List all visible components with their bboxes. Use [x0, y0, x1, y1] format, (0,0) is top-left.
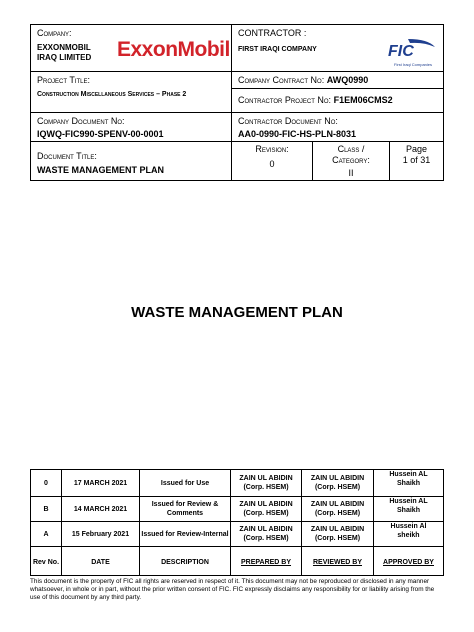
- revision-label: Revision:: [255, 144, 289, 154]
- contractor-doc-cell: [231, 112, 444, 142]
- company-doc-cell: [30, 112, 232, 142]
- table-row: A: [30, 521, 62, 547]
- project-title-cell: [30, 71, 232, 113]
- column-header-reviewed: REVIEWED BY: [301, 546, 374, 576]
- approved-surname: sheikh: [397, 532, 420, 539]
- reviewed-name: ZAIN UL ABIDIN: [310, 501, 365, 508]
- company-contract-cell: [231, 71, 444, 89]
- contractor-doc-no: AA0-0990-FIC-HS-PLN-8031: [238, 129, 357, 139]
- company-contract-no: AWQ0990: [326, 75, 369, 85]
- prepared-name: ZAIN UL ABIDIN: [239, 526, 293, 533]
- company-label: Company:: [37, 28, 72, 38]
- project-title-label: Project Title:: [37, 75, 91, 85]
- exxonmobil-logo: ExxonMobil: [117, 38, 230, 61]
- class-cell: [312, 141, 390, 181]
- column-header-date: DATE: [61, 546, 140, 576]
- table-row-approved: [373, 496, 444, 522]
- project-title: Construction Miscellaneous Services – Phase 2: [37, 91, 187, 98]
- prepared-role: (Corp. HSEM): [243, 535, 289, 542]
- contractor-cell: [231, 24, 444, 72]
- table-row-prepared: [230, 521, 302, 547]
- table-row-date: 17 MARCH 2021: [61, 469, 140, 497]
- prepared-role: (Corp. HSEM): [243, 484, 289, 491]
- company-cell: [30, 24, 232, 72]
- contractor-doc-label: Contractor Document No:: [238, 116, 338, 126]
- table-row-reviewed: [301, 469, 374, 497]
- fic-logo-text: FIC: [388, 43, 414, 60]
- page-value: 1 of 31: [402, 155, 431, 165]
- fic-logo-tagline: First Iraqi Companies: [394, 62, 433, 67]
- table-row-date: 15 February 2021: [61, 521, 140, 547]
- contractor-project-no: F1EM06CMS2: [333, 95, 393, 105]
- footer-disclaimer: This document is the property of FIC all rights are reserved in respect of it. This document may not be reproduced or disclosed in any manner whatsoever, in whole or in part, without the prior written consent of FIC. FIC expressly disclaims any responsibility for or liability arising from the use of this document by any third party.: [30, 578, 435, 601]
- class-label-1: Class /: [337, 144, 365, 154]
- reviewed-role: (Corp. HSEM): [314, 484, 361, 491]
- table-row-date: 14 MARCH 2021: [61, 496, 140, 522]
- table-row: B: [30, 496, 62, 522]
- column-header-rev: Rev No.: [30, 546, 62, 576]
- table-row-description: Issued for Review-Internal: [139, 521, 231, 547]
- contractor-project-label: Contractor Project No:: [238, 95, 332, 105]
- approved-surname: Shaikh: [397, 507, 420, 514]
- contractor-label: CONTRACTOR :: [238, 28, 307, 38]
- table-row-reviewed: [301, 521, 374, 547]
- column-header-approved: APPROVED BY: [373, 546, 444, 576]
- reviewed-role: (Corp. HSEM): [314, 535, 361, 542]
- table-row-approved: [373, 469, 444, 497]
- doc-title-cell: [30, 141, 232, 181]
- page-cell: [389, 141, 444, 181]
- company-contract-line: [238, 75, 368, 86]
- company-doc-label: Company Document No:: [37, 116, 125, 126]
- table-row: 0: [30, 469, 62, 497]
- description-line2: Comments: [166, 510, 204, 517]
- main-title: WASTE MANAGEMENT PLAN: [131, 304, 343, 321]
- approved-surname: Shaikh: [397, 480, 420, 487]
- column-header-prepared: PREPARED BY: [230, 546, 302, 576]
- doc-title-label: Document Title:: [37, 151, 97, 161]
- company-name-line1: EXXONMOBIL: [37, 43, 91, 52]
- table-row-prepared: [230, 496, 302, 522]
- reviewed-name: ZAIN UL ABIDIN: [310, 526, 365, 533]
- contractor-project-line: [238, 95, 393, 106]
- contractor-name: FIRST IRAQI COMPANY: [238, 46, 317, 53]
- reviewed-role: (Corp. HSEM): [314, 510, 361, 517]
- class-label-2: Category:: [332, 155, 370, 165]
- reviewed-name: ZAIN UL ABIDIN: [310, 475, 365, 482]
- column-header-description: DESCRIPTION: [139, 546, 231, 576]
- contractor-project-cell: [231, 88, 444, 113]
- table-row-prepared: [230, 469, 302, 497]
- table-row-reviewed: [301, 496, 374, 522]
- page-label: Page: [405, 144, 428, 154]
- approved-name: Hussein Al: [390, 523, 427, 530]
- table-row-description: [139, 496, 231, 522]
- doc-title: WASTE MANAGEMENT PLAN: [37, 165, 164, 175]
- table-row-approved: [373, 521, 444, 547]
- prepared-name: ZAIN UL ABIDIN: [239, 475, 293, 482]
- company-contract-label: Company Contract No:: [238, 75, 325, 85]
- prepared-role: (Corp. HSEM): [243, 510, 289, 517]
- description-line1: Issued for Review &: [151, 501, 219, 508]
- table-row-description: Issued for Use: [139, 469, 231, 497]
- class-value: II: [348, 168, 354, 178]
- fic-logo: [380, 37, 438, 71]
- prepared-name: ZAIN UL ABIDIN: [239, 501, 293, 508]
- approved-name: Hussein AL: [389, 498, 428, 505]
- company-name-line2: IRAQ LIMITED: [37, 53, 92, 62]
- approved-name: Hussein AL: [389, 471, 428, 478]
- revision-cell: [231, 141, 313, 181]
- revision-value: 0: [269, 159, 275, 169]
- company-doc-no: IQWQ-FIC990-SPENV-00-0001: [37, 129, 164, 139]
